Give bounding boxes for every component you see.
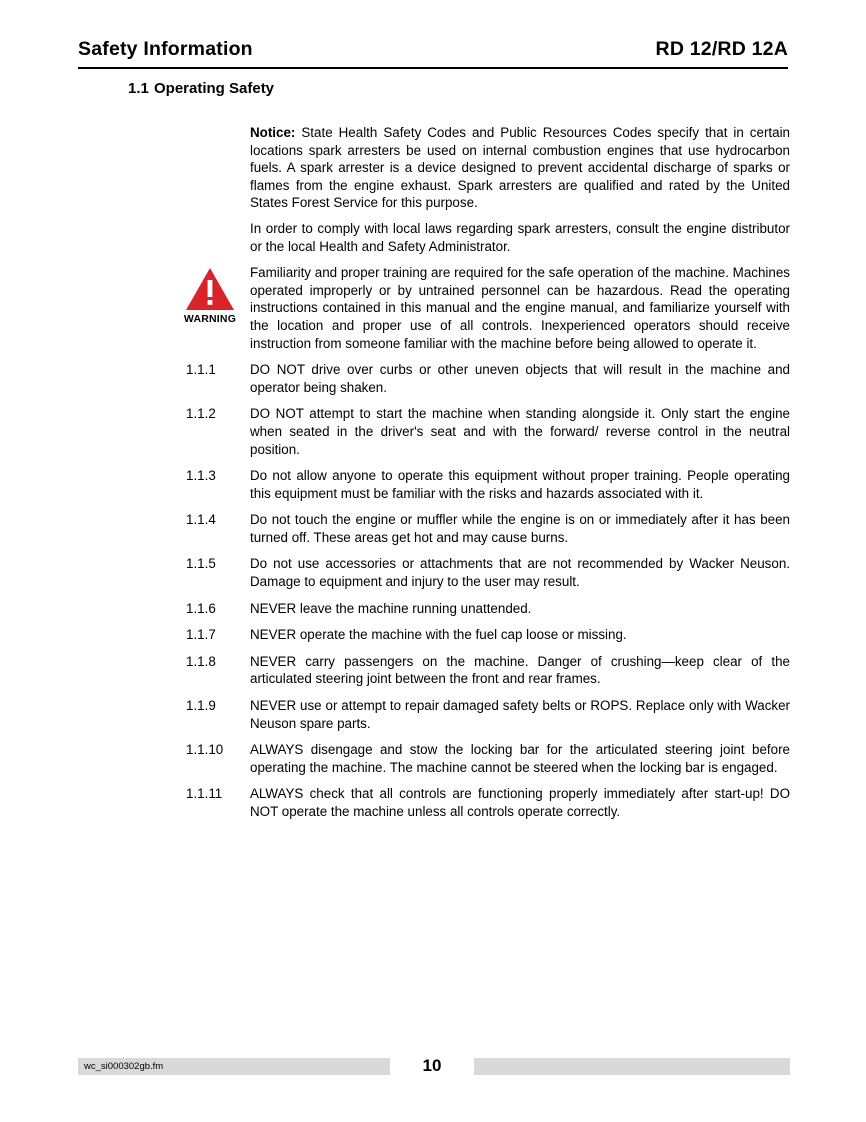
warning-block	[78, 264, 790, 352]
safety-item	[78, 555, 790, 590]
safety-item-text: NEVER operate the machine with the fuel cap loose or missing.	[250, 627, 627, 643]
safety-item-text: ALWAYS check that all controls are functioning properly immediately after start-up! DO NOT operate the machine unless all controls operate correctly.	[250, 786, 790, 819]
safety-item-text: DO NOT attempt to start the machine when standing alongside it. Only start the engine when seated in the driver's seat and with the forward/ reverse control in the neutral position.	[250, 406, 790, 457]
safety-item-number: 1.1.4	[186, 512, 216, 528]
notice-body: State Health Safety Codes and Public Resources Codes specify that in certain locations spark arresters be used on internal combustion engines that use hydrocarbon fuels. A spark arrester is a device designed to prevent accidental discharge of sparks or flames from the engine exhaust. Spark arresters are qualified and rated by the United States Forest Service for this purpose.	[250, 125, 790, 211]
safety-item-text: NEVER carry passengers on the machine. Danger of crushing—keep clear of the articulated steering joint between the front and rear frames.	[250, 653, 790, 687]
safety-item	[78, 467, 790, 502]
safety-item-text: NEVER leave the machine running unattended.	[250, 600, 532, 616]
page-content	[78, 124, 790, 830]
safety-item	[78, 511, 790, 546]
safety-item	[78, 626, 790, 644]
safety-item	[78, 653, 790, 688]
header-title: Safety Information	[78, 38, 253, 60]
safety-item-text: Do not allow anyone to operate this equipment without proper training. People operating this equipment must be familiar with the risks and hazards associated with it.	[250, 468, 790, 501]
notice-gutter	[78, 124, 250, 212]
warning-text: Familiarity and proper training are required for the safe operation of the machine. Machines operated improperly or by untrained personnel can be hazardous. Read the operating instructions contained in this manual and the engine manual, and familiarize yourself with the location and proper use of all controls. Inexperienced operators should receive instruction from someone familiar with the machine before being allowed to operate it.	[250, 265, 790, 351]
notice-text	[250, 124, 790, 212]
page-footer	[78, 1055, 790, 1077]
section-title: Operating Safety	[154, 80, 275, 97]
safety-item-number: 1.1.2	[186, 406, 216, 422]
safety-item-number: 1.1.1	[186, 362, 216, 378]
safety-item-text: NEVER use or attempt to repair damaged safety belts or ROPS. Replace only with Wacker Neuson spare parts.	[250, 698, 790, 731]
safety-item-number: 1.1.7	[186, 627, 216, 643]
safety-item-number: 1.1.5	[186, 556, 216, 572]
safety-item-text: ALWAYS disengage and stow the locking bar for the articulated steering joint before operating the machine. The machine cannot be steered when the locking bar is engaged.	[250, 742, 790, 775]
safety-item-number: 1.1.3	[186, 468, 216, 484]
footer-right-bar	[474, 1058, 790, 1075]
comply-text: In order to comply with local laws regarding spark arresters, consult the engine distributor or the local Health and Safety Administrator.	[250, 220, 790, 254]
section-heading	[78, 80, 788, 97]
warning-label: WARNING	[183, 313, 237, 326]
warning-symbol-cell	[78, 264, 250, 352]
notice-lead: Notice:	[250, 125, 296, 140]
safety-item-text: Do not use accessories or attachments that are not recommended by Wacker Neuson. Damage to equipment and injury to the user may result.	[250, 556, 790, 590]
section-number: 1.1	[128, 80, 149, 97]
safety-item-number: 1.1.9	[186, 698, 216, 714]
safety-item-number: 1.1.11	[186, 786, 223, 802]
safety-item-number: 1.1.10	[186, 742, 224, 758]
safety-item-list	[78, 361, 790, 820]
footer-filename: wc_si000302gb.fm	[84, 1060, 164, 1072]
safety-item-number: 1.1.6	[186, 600, 216, 616]
safety-item-number: 1.1.8	[186, 653, 216, 669]
page-header	[78, 38, 788, 69]
safety-item-text: DO NOT drive over curbs or other uneven objects that will result in the machine and operator being shaken.	[250, 362, 790, 395]
header-model: RD 12/RD 12A	[655, 38, 788, 60]
safety-item	[78, 785, 790, 820]
warning-triangle-icon	[184, 266, 236, 312]
footer-left-bar	[78, 1058, 390, 1075]
safety-item	[78, 697, 790, 732]
safety-item	[78, 405, 790, 458]
safety-item	[78, 741, 790, 776]
comply-gutter	[78, 220, 250, 255]
notice-block	[78, 124, 790, 212]
safety-item	[78, 600, 790, 618]
safety-item-text: Do not touch the engine or muffler while the engine is on or immediately after it has been turned off. These areas get hot and may cause burns.	[250, 512, 790, 545]
safety-item	[78, 361, 790, 396]
footer-page-number: 10	[422, 1056, 442, 1075]
comply-block	[78, 220, 790, 255]
